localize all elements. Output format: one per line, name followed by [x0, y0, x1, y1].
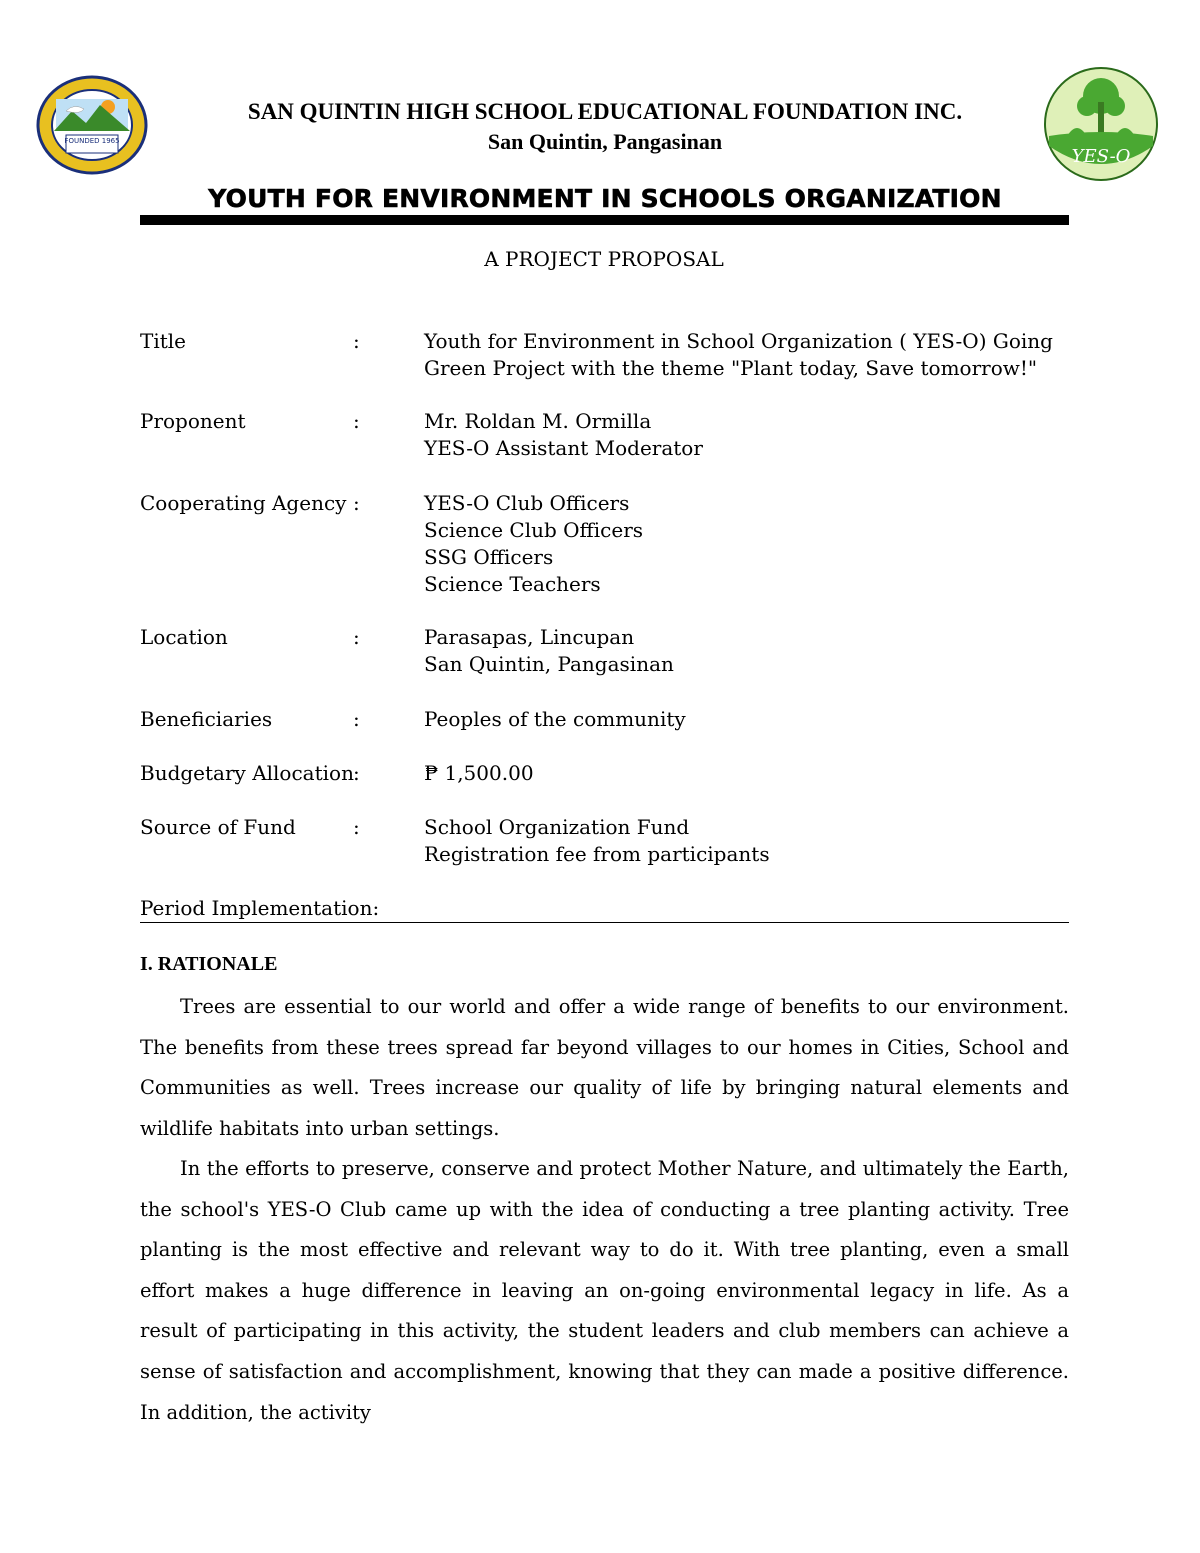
field-value: SSG Officers [424, 545, 554, 569]
field-values [424, 760, 534, 787]
rationale-paragraph: Trees are essential to our world and offer a wide range of benefits to our environment. The benefits from these trees spread far beyond villages to our homes in Cities, School and Communities as well. Trees increase our quality of life by bringing natural elements and wildlife habitats into urban settings. [140, 995, 1069, 1140]
field-values [424, 814, 770, 868]
field-label: Budgetary Allocation [140, 761, 354, 785]
field-value: Youth for Environment in School Organization ( YES-O) Going [424, 329, 1053, 353]
school-seal-icon [36, 75, 148, 175]
field-value: Parasapas, Lincupan [424, 625, 635, 649]
field-value: YES-O Club Officers [424, 491, 630, 515]
field-colon: : [353, 491, 360, 515]
seal-founded-text: FOUNDED 1965 [64, 137, 120, 145]
field-value: Green Project with the theme "Plant today, Save tomorrow!" [424, 356, 1038, 380]
period-implementation-label: Period Implementation: [140, 896, 380, 920]
field-label: Location [140, 625, 228, 649]
field-colon: : [353, 707, 360, 731]
field-colon: : [353, 409, 360, 433]
field-value: Mr. Roldan M. Ormilla [424, 409, 652, 433]
field-colon: : [353, 761, 360, 785]
period-divider [140, 922, 1069, 923]
school-name: SAN QUINTIN HIGH SCHOOL EDUCATIONAL FOUNDATION INC. [247, 99, 963, 124]
school-location: San Quintin, Pangasinan [487, 129, 723, 154]
rationale-paragraph: In the efforts to preserve, conserve and protect Mother Nature, and ultimately the Earth, the school's YES-O Club came up with the idea of conducting a tree planting activity. Tree planting is the most effective and relevant way to do it. With tree planting, even a small effort makes a huge difference in leaving an on-going environmental legacy in life. As a result of participating in this activity, the student leaders and club members can achieve a sense of satisfaction and accomplishment, knowing that they can made a positive difference. In addition, the activity [140, 1157, 1069, 1424]
field-colon: : [353, 625, 360, 649]
yeso-logo-text: YES-O [1071, 146, 1131, 167]
header-divider [140, 215, 1069, 225]
field-value: YES-O Assistant Moderator [424, 436, 703, 460]
field-values [424, 328, 1053, 382]
organization-name: YOUTH FOR ENVIRONMENT IN SCHOOLS ORGANIZATION [208, 184, 1002, 213]
document-title: A PROJECT PROPOSAL [484, 247, 724, 271]
field-label: Proponent [140, 409, 246, 433]
field-value: School Organization Fund [424, 815, 690, 839]
field-values [424, 490, 643, 598]
field-colon: : [353, 815, 360, 839]
field-label: Title [140, 329, 187, 353]
field-value: Science Teachers [424, 572, 601, 596]
field-values [424, 706, 686, 733]
field-value: San Quintin, Pangasinan [424, 652, 674, 676]
field-values [424, 408, 703, 462]
field-values [424, 624, 674, 678]
field-value: Registration fee from participants [424, 842, 770, 866]
field-colon: : [353, 329, 360, 353]
field-value: ₱ 1,500.00 [424, 761, 534, 785]
rationale-heading: I. RATIONALE [140, 953, 278, 975]
field-label: Source of Fund [140, 815, 296, 839]
school-seal-logo [36, 75, 148, 175]
field-value: Science Club Officers [424, 518, 644, 542]
field-label: Cooperating Agency [140, 491, 347, 515]
field-label: Beneficiaries [140, 707, 273, 731]
field-value: Peoples of the community [424, 707, 686, 731]
